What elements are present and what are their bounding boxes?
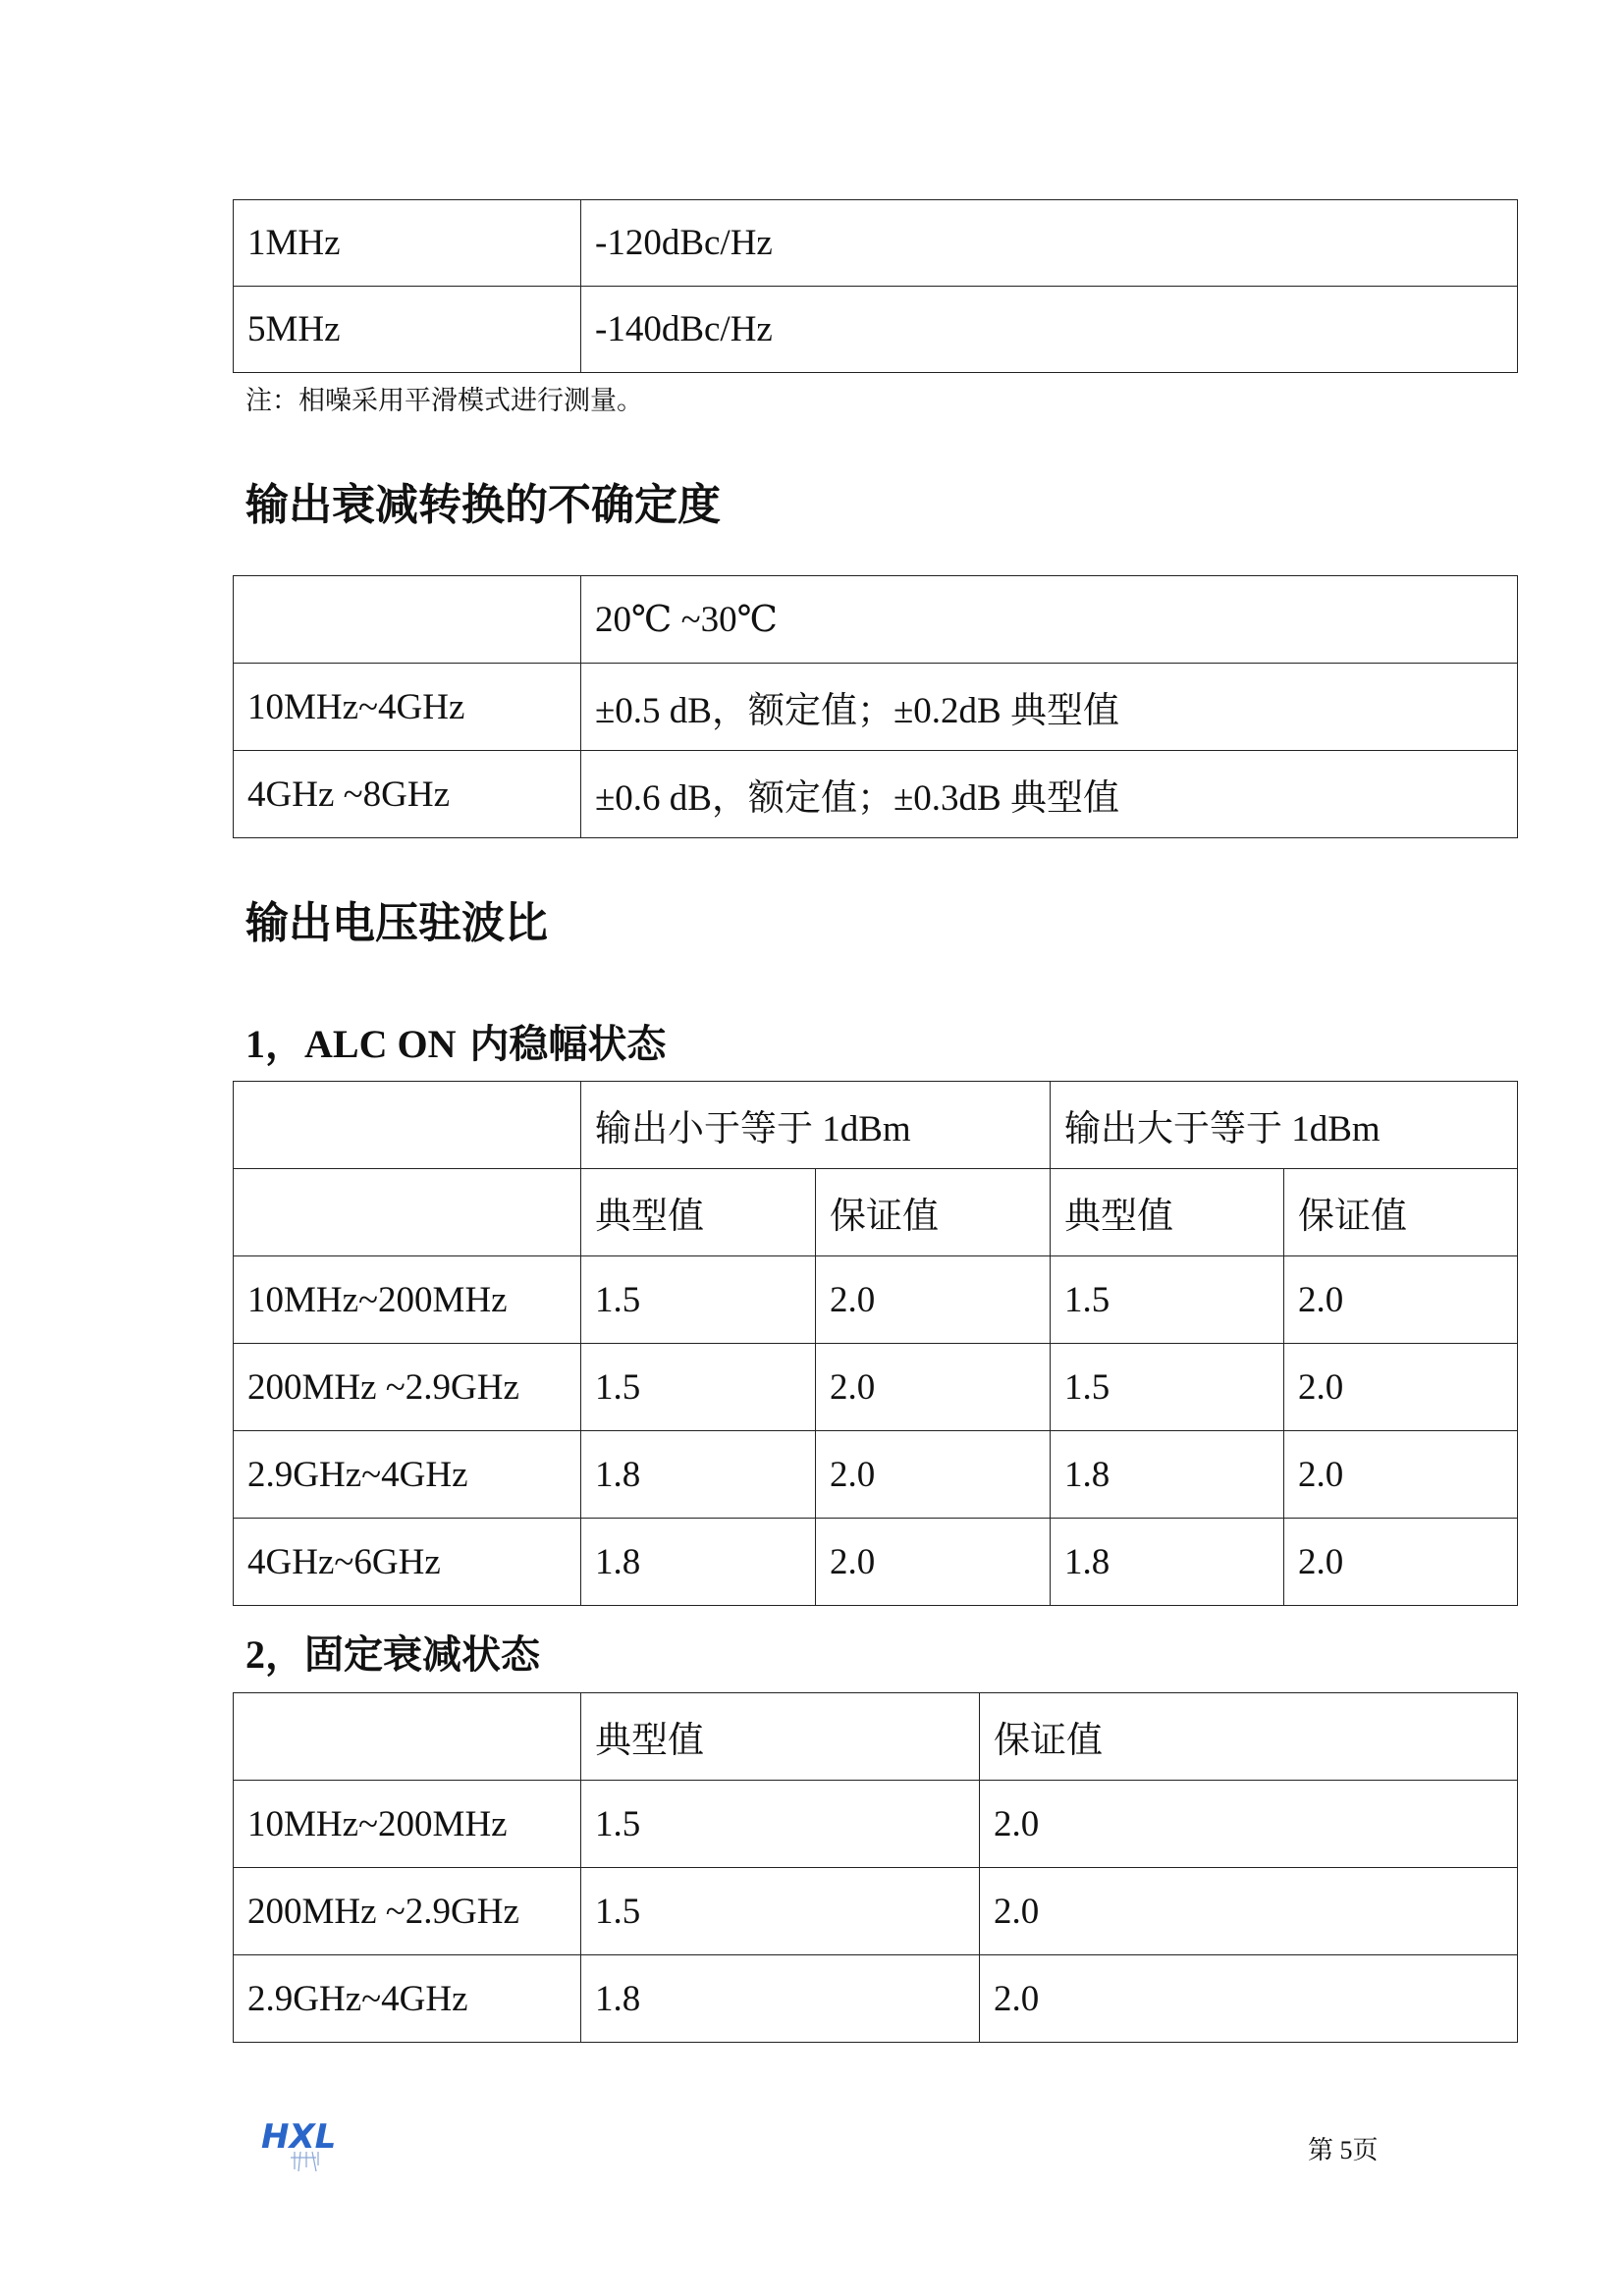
table-row — [234, 1431, 1518, 1519]
table-cell: 1.5 — [581, 1781, 980, 1868]
vswr-alc-on-table — [233, 1081, 1518, 1606]
table-cell — [234, 1693, 581, 1781]
table-cell: 10MHz~200MHz — [234, 1781, 581, 1868]
table-cell: ±0.5 dB，额定值；±0.2dB 典型值 — [581, 664, 1518, 751]
table-cell: 200MHz ~2.9GHz — [234, 1868, 581, 1955]
table-cell: 1.5 — [581, 1344, 816, 1431]
table-cell: 典型值 — [581, 1693, 980, 1781]
vswr-fixed-att-table — [233, 1692, 1518, 2043]
table-cell: 2.0 — [816, 1519, 1051, 1606]
table-cell: 10MHz~200MHz — [234, 1256, 581, 1344]
table-cell: 1.8 — [1051, 1519, 1284, 1606]
table-cell: -140dBc/Hz — [581, 287, 1518, 373]
table-cell: 20℃ ~30℃ — [581, 576, 1518, 664]
subsection-heading-alc-on — [245, 1013, 666, 1069]
table-row — [234, 751, 1518, 838]
table-cell: 1.8 — [581, 1519, 816, 1606]
table-cell: 2.0 — [816, 1431, 1051, 1519]
table-cell: 4GHz~6GHz — [234, 1519, 581, 1606]
table-cell: 保证值 — [980, 1693, 1518, 1781]
table-row — [234, 1781, 1518, 1868]
table-cell: 5MHz — [234, 287, 581, 373]
subsection-heading-suffix: 内稳幅状态 — [456, 1022, 667, 1067]
phase-noise-note: 注：相噪采用平滑模式进行测量。 — [245, 386, 643, 416]
company-logo — [257, 2110, 375, 2179]
table-cell: 1.5 — [581, 1256, 816, 1344]
subsection-heading-fixed-att — [245, 1624, 540, 1680]
subsection-heading-suffix: 固定衰减状态 — [304, 1632, 540, 1678]
phase-noise-table — [233, 199, 1518, 373]
table-cell: 2.0 — [1284, 1344, 1518, 1431]
table-cell: 1MHz — [234, 200, 581, 287]
table-header-row — [234, 576, 1518, 664]
table-cell: ±0.6 dB，额定值；±0.3dB 典型值 — [581, 751, 1518, 838]
table-cell: 10MHz~4GHz — [234, 664, 581, 751]
table-cell: 2.0 — [980, 1868, 1518, 1955]
table-cell: 2.0 — [980, 1781, 1518, 1868]
table-cell: 典型值 — [581, 1169, 816, 1256]
table-cell: 1.5 — [581, 1868, 980, 1955]
table-cell: 2.0 — [1284, 1256, 1518, 1344]
table-cell: 1.5 — [1051, 1344, 1284, 1431]
table-cell: 2.9GHz~4GHz — [234, 1955, 581, 2043]
section-heading-vswr: 输出电压驻波比 — [245, 898, 548, 948]
table-row — [234, 1256, 1518, 1344]
table-row — [234, 1344, 1518, 1431]
hxl-logo-icon — [257, 2110, 375, 2179]
table-row — [234, 664, 1518, 751]
table-cell — [234, 1169, 581, 1256]
table-cell: 保证值 — [1284, 1169, 1518, 1256]
table-cell: 1.8 — [581, 1955, 980, 2043]
table-cell: 2.0 — [1284, 1519, 1518, 1606]
table-cell: 200MHz ~2.9GHz — [234, 1344, 581, 1431]
table-header-row — [234, 1169, 1518, 1256]
table-cell: 保证值 — [816, 1169, 1051, 1256]
table-cell: 输出大于等于 1dBm — [1051, 1082, 1518, 1169]
section-heading-attenuation: 输出衰减转换的不确定度 — [245, 480, 721, 530]
attenuation-table — [233, 575, 1518, 838]
table-row — [234, 1955, 1518, 2043]
table-cell: 1.8 — [581, 1431, 816, 1519]
table-cell: 典型值 — [1051, 1169, 1284, 1256]
table-cell: 2.0 — [816, 1256, 1051, 1344]
table-cell: 4GHz ~8GHz — [234, 751, 581, 838]
table-cell: -120dBc/Hz — [581, 200, 1518, 287]
table-row — [234, 287, 1518, 373]
table-cell: 2.0 — [1284, 1431, 1518, 1519]
table-header-row — [234, 1693, 1518, 1781]
table-cell — [234, 1082, 581, 1169]
table-row — [234, 1519, 1518, 1606]
page-number: 第 5页 — [1308, 2136, 1379, 2164]
table-row — [234, 1868, 1518, 1955]
table-header-row — [234, 1082, 1518, 1169]
table-cell — [234, 576, 581, 664]
table-cell: 2.9GHz~4GHz — [234, 1431, 581, 1519]
table-cell: 2.0 — [980, 1955, 1518, 2043]
table-cell: 输出小于等于 1dBm — [581, 1082, 1051, 1169]
table-row — [234, 200, 1518, 287]
table-cell: 1.8 — [1051, 1431, 1284, 1519]
table-cell: 1.5 — [1051, 1256, 1284, 1344]
subsection-heading-prefix: 2， — [245, 1632, 304, 1677]
logo-text: HXL — [261, 2117, 337, 2157]
table-cell: 2.0 — [816, 1344, 1051, 1431]
subsection-heading-prefix: 1，ALC ON — [245, 1022, 457, 1066]
